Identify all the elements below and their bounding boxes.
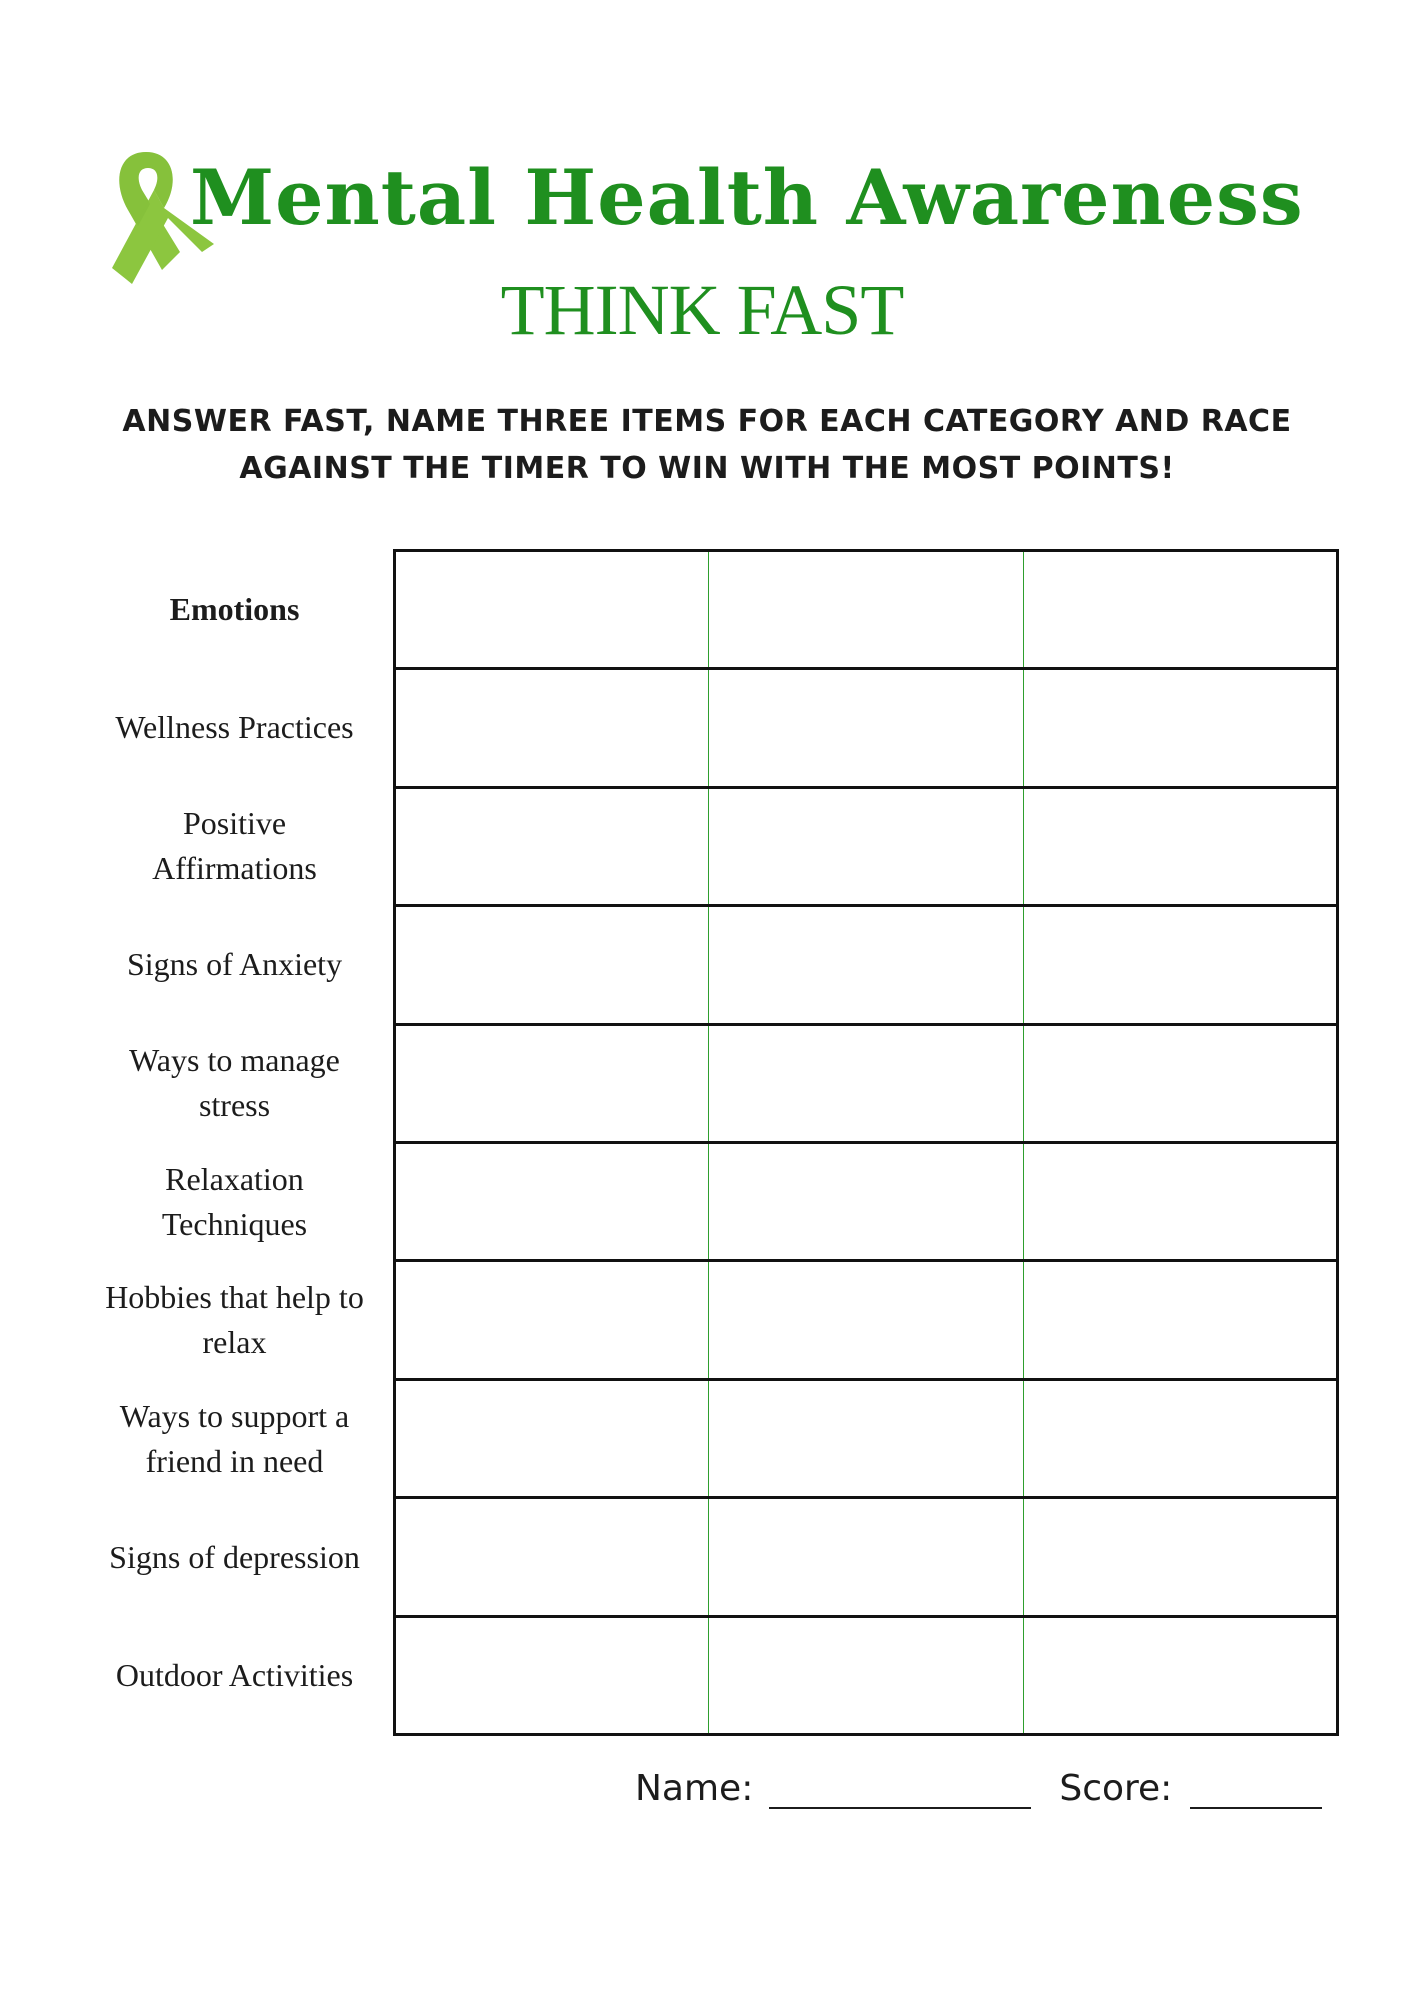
answer-cell[interactable]: [1023, 669, 1337, 787]
answer-cell[interactable]: [1023, 1024, 1337, 1142]
table-row: [395, 1379, 1338, 1497]
answer-cell[interactable]: [395, 669, 709, 787]
table-row: [395, 1616, 1338, 1734]
answer-cell[interactable]: [709, 787, 1023, 905]
category-label: Emotions: [169, 590, 300, 627]
category-label: Ways to manage stress: [129, 1042, 340, 1124]
category-label: Relaxation Techniques: [161, 1160, 308, 1242]
score-label: Score:: [1059, 1768, 1173, 1809]
table-row: [395, 669, 1338, 787]
category-label: Ways to support a friend in need: [119, 1397, 350, 1479]
answer-cell[interactable]: [1023, 906, 1337, 1024]
category-label: Positive Affirmations: [152, 805, 317, 887]
instructions-line-2: AGAINST THE TIMER TO WIN WITH THE MOST POINTS!: [239, 451, 1175, 486]
category-label: Signs of depression: [109, 1538, 360, 1575]
name-label: Name:: [635, 1768, 754, 1809]
table-row: [395, 1024, 1338, 1142]
instructions-line-1: ANSWER FAST, NAME THREE ITEMS FOR EACH CATEGORY AND RACE: [122, 404, 1292, 439]
answer-cell[interactable]: [709, 1616, 1023, 1734]
answer-cell[interactable]: [1023, 1142, 1337, 1260]
answer-grid: [393, 549, 1339, 1736]
answer-cell[interactable]: [709, 1261, 1023, 1379]
answer-cell[interactable]: [395, 906, 709, 1024]
answer-cell[interactable]: [395, 1024, 709, 1142]
category-label: Wellness Practices: [115, 709, 354, 746]
answer-cell[interactable]: [1023, 1261, 1337, 1379]
category-label: Hobbies that help to relax: [105, 1279, 364, 1361]
table-row: [395, 906, 1338, 1024]
name-field[interactable]: [769, 1769, 1031, 1809]
answer-cell[interactable]: [1023, 1498, 1337, 1616]
answer-cell[interactable]: [709, 906, 1023, 1024]
answer-cell[interactable]: [1023, 787, 1337, 905]
category-label: Outdoor Activities: [115, 1657, 354, 1694]
footer: [635, 1768, 1322, 1809]
answer-cell[interactable]: [395, 1616, 709, 1734]
answer-cell[interactable]: [709, 1379, 1023, 1497]
answer-cell[interactable]: [1023, 551, 1337, 669]
table-row: [395, 551, 1338, 669]
category-labels: [72, 550, 397, 1735]
answer-cell[interactable]: [709, 1142, 1023, 1260]
table-row: [395, 1261, 1338, 1379]
answer-cell[interactable]: [1023, 1379, 1337, 1497]
answer-cell[interactable]: [709, 669, 1023, 787]
answer-cell[interactable]: [395, 1261, 709, 1379]
answer-cell[interactable]: [395, 1142, 709, 1260]
answer-cell[interactable]: [395, 1498, 709, 1616]
answer-cell[interactable]: [1023, 1616, 1337, 1734]
score-field[interactable]: [1190, 1769, 1322, 1809]
category-label: Signs of Anxiety: [126, 946, 343, 983]
page-subtitle: THINK FAST: [500, 270, 904, 350]
answer-cell[interactable]: [395, 1379, 709, 1497]
answer-cell[interactable]: [395, 787, 709, 905]
answer-cell[interactable]: [395, 551, 709, 669]
page-title: Mental Health Awareness: [190, 153, 1304, 242]
answer-cell[interactable]: [709, 1024, 1023, 1142]
table-row: [395, 1498, 1338, 1616]
table-row: [395, 1142, 1338, 1260]
table-row: [395, 787, 1338, 905]
answer-cell[interactable]: [709, 551, 1023, 669]
instructions: [0, 398, 1414, 492]
answer-cell[interactable]: [709, 1498, 1023, 1616]
